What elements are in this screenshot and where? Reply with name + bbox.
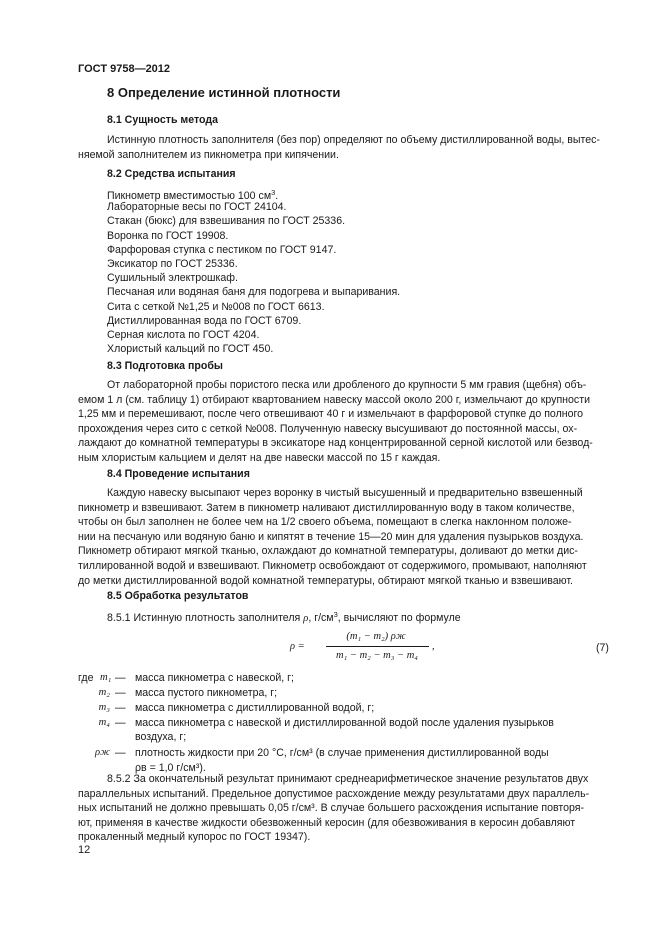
list-item: Эксикатор по ГОСТ 25336.: [107, 257, 238, 270]
text-line: 1,25 мм и перемешивают, после чего отвешивают 40 г и измельчают в фарфоровой ступке до полного: [78, 408, 584, 421]
text-line: ным хлористым кальцием и делят на две навески массой по 15 г каждая.: [78, 451, 441, 464]
text-line: чтобы он был заполнен не более чем на 1/2 своего объема, помещают в слегка наклонном положе-: [78, 516, 572, 529]
list-item: Песчаная или водяная баня для подогрева и выпаривания.: [107, 286, 401, 299]
fraction-bar: [326, 646, 429, 647]
where-row: m₄ — масса пикнометра с навеской и дистиллированной водой после удаления пузырьков: [98, 717, 554, 729]
section-title: 8 Определение истинной плотности: [107, 85, 341, 100]
subsection-title-8-1: 8.1 Сущность метода: [107, 114, 219, 126]
list-item: Лабораторные весы по ГОСТ 24104.: [107, 201, 287, 214]
text-line: прохождения через сито с сеткой №008. Полученную навеску высушивают до постоянной массы, ох-: [78, 422, 578, 435]
text-line: ют, применяя в качестве жидкости обезвоженный керосин (для обезвоживания в керосин добавляют: [78, 816, 576, 829]
list-item: Пикнометр вместимостью 100 $см^3$.: [107, 188, 279, 202]
document-header: ГОСТ 9758—2012: [78, 63, 171, 75]
text-line: Истинную плотность заполнителя (без пор) определяют по объему дистиллированной воды, вытес-: [107, 134, 600, 146]
text-line: лаждают до комнатной температуры в эксикаторе над концентрированной серной кислотой или безвод-: [78, 437, 593, 450]
text-line: Пикнометр обтирают мягкой тканью, охлаждают до комнатной температуры, доливают до метки дис-: [78, 545, 578, 558]
text-line: няемой заполнителем из пикнометра при кипячении.: [78, 148, 339, 161]
text-line: ных испытаний не должно превышать 0,05 г/см³. В случае большего расхождения испытание повторя-: [78, 802, 585, 815]
formula-numerator: (m₁ − m₂) ρж: [346, 631, 406, 642]
subsection-title-8-3: 8.3 Подготовка пробы: [107, 360, 223, 372]
text-line: Каждую навеску высыпают через воронку в чистый высушенный и предварительно взвешенный: [107, 487, 583, 499]
equipment-list: [107, 186, 607, 356]
where-row: m₃ — масса пикнометра с дистиллированной водой, г;: [98, 702, 375, 714]
list-item: Воронка по ГОСТ 19908.: [107, 229, 229, 242]
where-row: m₂ — масса пустого пикнометра, г;: [98, 687, 278, 699]
paragraph-8-3: [78, 378, 614, 466]
text-line: От лабораторной пробы пористого песка или дробленого до крупности 5 мм гравия (щебня) объ-: [107, 379, 587, 391]
list-item: Сита с сеткой №1,25 и №008 по ГОСТ 6613.: [107, 300, 325, 313]
where-row: m₁ — масса пикнометра с навеской, г;: [100, 672, 294, 684]
paragraph-8-4: [78, 486, 614, 588]
list-item: Серная кислота по ГОСТ 4204.: [107, 328, 260, 341]
subsection-title-8-5: 8.5 Обработка результатов: [107, 590, 249, 602]
paragraph-8-1: [78, 133, 614, 162]
text-line: емом 1 л (см. таблицу 1) отбирают квартованием навеску массой около 200 г, измельчают до крупности: [78, 393, 590, 406]
text-line: пикнометр и взвешивают. Затем в пикнометр наливают дистиллированную воду в таком количестве,: [78, 501, 575, 514]
text-line: нии на песчаную или водяную баню и кипятят в течение 15—20 мин для удаления пузырьков воздуха.: [78, 530, 584, 543]
where-row: ρж — плотность жидкости при 20 °С, г/см³ (в случае применения дистиллированной воды: [95, 747, 549, 759]
subsection-title-8-2: 8.2 Средства испытания: [107, 168, 236, 180]
subsection-title-8-4: 8.4 Проведение испытания: [107, 468, 250, 480]
where-prefix: где: [78, 672, 94, 684]
formula-comma: ,: [432, 641, 435, 652]
where-row-continuation: ρв = 1,0 г/см³).: [135, 762, 206, 774]
list-item: Дистиллированная вода по ГОСТ 6709.: [107, 314, 302, 327]
list-item: Стакан (бюкс) для взвешивания по ГОСТ 25336.: [107, 215, 346, 228]
text-line: 8.5.2 За окончательный результат принимают среднеарифметическое значение результатов двух: [107, 773, 589, 785]
text-line: параллельных испытаний. Предельное допустимое расхождение между результатами двух параллель-: [78, 787, 590, 800]
text-line: до метки дистиллированной водой комнатной температуры, обтирают мягкой тканью и взвешивают.: [78, 574, 573, 587]
formula-lhs: ρ =: [290, 641, 305, 652]
formula-7: [290, 628, 435, 664]
formula-denominator: m₁ − m₂ − m₃ − m₄: [336, 650, 418, 661]
text-line: прокаленный медный купорос по ГОСТ 19347).: [78, 831, 311, 844]
list-item: Фарфоровая ступка с пестиком по ГОСТ 9147.: [107, 243, 337, 256]
list-item: Сушильный электрошкаф.: [107, 272, 238, 285]
list-item: Хлористый кальций по ГОСТ 450.: [107, 343, 274, 356]
text-line: тиллированной водой и взвешивают. Пикнометр освобождают от содержимого, промывают, наполняют: [78, 559, 587, 572]
paragraph-8-5-1: 8.5.1 Истинную плотность заполнителя ρ, $г/см^3$, вычисляют по формуле: [107, 610, 461, 624]
paragraph-8-5-2: [78, 772, 614, 845]
equation-number: (7): [596, 642, 609, 654]
where-row-continuation: воздуха, г;: [135, 731, 187, 743]
page-number: 12: [78, 844, 91, 856]
